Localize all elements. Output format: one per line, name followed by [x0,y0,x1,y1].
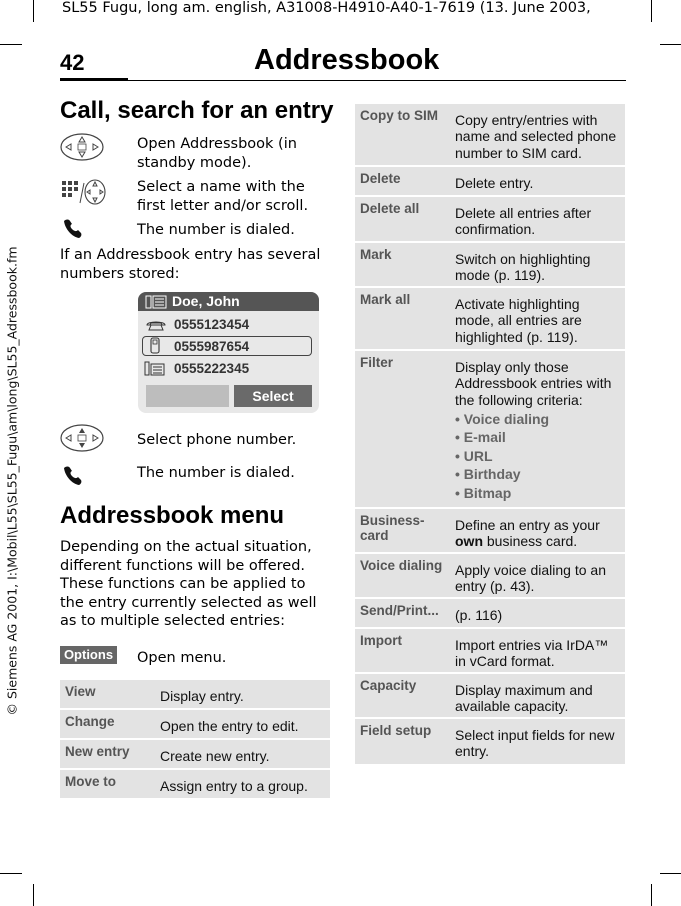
filter-bullet: • E-mail [455,429,506,446]
menu-item-label: Voice dialing [360,558,443,573]
menu-item-label: Filter [360,355,394,370]
menu-item-description: Assign entry to a group. [160,778,308,794]
menu-item-description: Import entries via IrDA™ in vCard format. [455,637,609,670]
filter-criterion: E-mail [463,429,506,446]
softkey-left[interactable] [146,385,229,407]
menu-row-voice-dialing[interactable] [355,554,625,597]
note-several-numbers: If an Addressbook entry has several numbers stored: [60,247,321,282]
menu-item-description: (p. 116) [455,607,503,623]
addressbook-entry-icon [145,295,167,309]
options-softkey-badge: Options [60,646,117,664]
side-file-path: © Siemens AG 2001, I:\Mobil\L55\SL55_Fugu\am\long\SL55_Adressbook.fm [4,246,20,716]
crop-mark [0,44,22,45]
crop-mark [33,884,34,906]
menu-item-label: Change [65,714,115,729]
office-phone-icon [144,361,166,376]
step-select-name: Select a name with the first letter and/or scroll. [137,179,309,214]
display-number: 0555123454 [174,317,250,332]
menu-item-description: Delete entry. [455,175,534,191]
menu-item-label: Delete all [360,201,420,216]
menu-row-capacity[interactable] [355,674,625,717]
crop-mark [33,0,34,22]
menu-row-filter[interactable] [355,351,625,507]
filter-bullet: • URL [455,447,493,464]
menu-intro-text: Depending on the actual situation, different functions will be offered. These functions can be applied to the entry currently selected as well as to multiple selected entries: [60,539,317,629]
menu-item-description: Define an entry as your own business card. [455,517,600,550]
menu-item-description: Open the entry to edit. [160,718,299,734]
menu-item-description: Apply voice dialing to an entry (p. 43). [455,562,606,595]
section-title-addressbook-menu: Addressbook menu [60,502,285,529]
filter-criterion: Birthday [463,466,521,483]
keypad-navigation-icon [60,177,106,207]
step-number-dialed: The number is dialed. [137,222,295,238]
menu-item-label: Capacity [360,678,417,693]
menu-item-label: View [65,684,96,699]
menu-item-label: Business-card [360,513,425,543]
mobile-phone-icon [148,337,162,354]
step-select-phone-number: Select phone number. [137,432,297,448]
page-number: 42 [60,50,85,75]
filter-criterion: URL [463,447,493,464]
section-title-call-search: Call, search for an entry [60,97,334,124]
options-open-menu-text: Open menu. [137,650,227,666]
menu-item-description: Delete all entries after confirmation. [455,205,592,238]
page-title: Addressbook [254,44,440,76]
menu-row-send-print[interactable] [355,599,625,627]
menu-row-mark-all[interactable] [355,288,625,349]
header-rule-thick [60,78,128,81]
menu-row-delete[interactable] [355,167,625,195]
softkey-select[interactable]: Select [234,385,312,407]
filter-bullet: • Voice dialing [455,410,550,427]
menu-item-label: New entry [65,744,130,759]
menu-item-description: Create new entry. [160,748,270,764]
menu-row-delete-all[interactable] [355,197,625,241]
display-contact-name: Doe, John [172,293,240,309]
call-key-icon [62,464,90,486]
filter-bullet: • Bitmap [455,484,512,501]
menu-item-label: Mark [360,247,392,262]
menu-item-label: Field setup [360,723,432,738]
display-title-bar [138,292,319,311]
home-phone-icon [145,319,167,331]
call-key-icon [62,217,90,239]
crop-mark [651,884,652,906]
menu-row-new-entry[interactable] [60,740,330,768]
display-number: 0555987654 [174,339,250,354]
menu-item-description [455,359,621,502]
document-info-line: SL55 Fugu, long am. english, A31008-H4910-A40-1-7619 (13. June 2003, [62,0,591,16]
menu-item-description: Activate highlighting mode, all entries are highlighted (p. 119). [455,296,582,345]
menu-item-description: Display entry. [160,688,244,704]
menu-item-label: Import [360,633,402,648]
menu-item-label: Move to [65,774,117,789]
menu-row-business-card[interactable] [355,509,625,552]
menu-item-label: Mark all [360,292,411,307]
display-number: 0555222345 [174,361,250,376]
menu-item-label: Delete [360,171,401,186]
menu-row-change[interactable] [60,710,330,738]
menu-item-label: Copy to SIM [360,108,438,123]
menu-item-label: Send/Print... [360,603,439,618]
crop-mark [660,873,681,874]
navigation-key-icon [60,133,104,161]
menu-item-description: Select input fields for new entry. [455,727,615,760]
step-open-addressbook: Open Addressbook (in standby mode). [137,136,297,171]
filter-bullet: • Birthday [455,466,521,483]
phone-display [138,292,319,413]
filter-criterion: Voice dialing [463,410,550,427]
menu-row-field-setup[interactable] [355,719,625,764]
menu-item-description: Switch on highlighting mode (p. 119). [455,251,591,284]
header-rule [60,80,626,81]
crop-mark [660,44,681,45]
filter-criterion: Bitmap [463,484,512,501]
menu-row-mark[interactable] [355,243,625,286]
menu-row-copy-to-sim[interactable] [355,104,625,165]
filter-description: Display only those Addressbook entries with the following criteria: [455,359,612,408]
menu-item-description: Display maximum and available capacity. [455,682,593,715]
crop-mark [0,873,22,874]
crop-mark [651,0,652,22]
menu-row-view[interactable] [60,680,330,708]
menu-row-move-to[interactable] [60,770,330,798]
menu-item-description: Copy entry/entries with name and selected phone number to SIM card. [455,112,617,161]
step-number-dialed-2: The number is dialed. [137,465,295,481]
menu-row-import[interactable] [355,629,625,672]
navigation-key-icon [60,424,104,452]
